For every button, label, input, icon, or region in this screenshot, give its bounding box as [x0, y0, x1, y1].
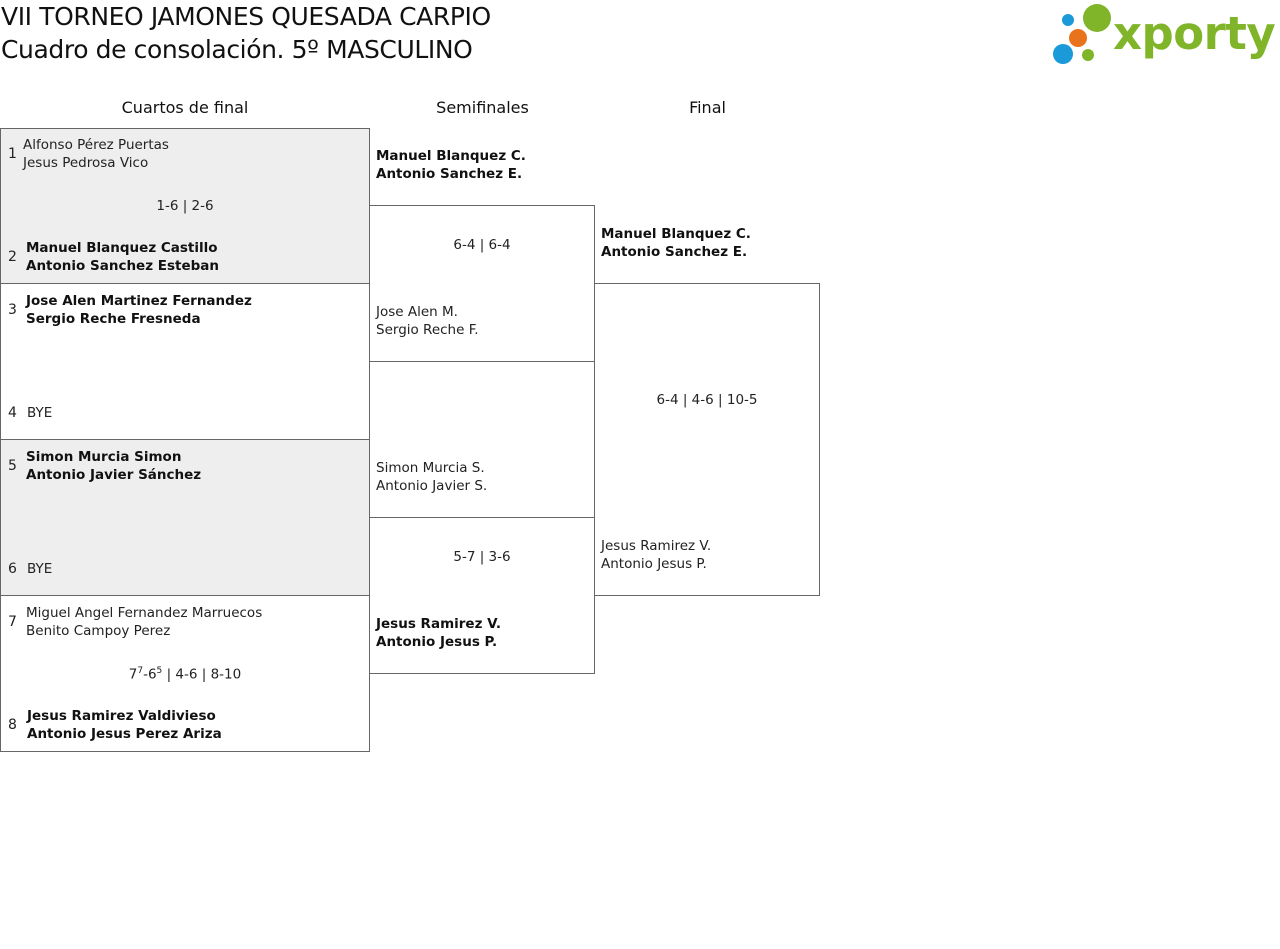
- player-name: Antonio Sanchez Esteban: [26, 258, 220, 274]
- seed-number: 8: [8, 717, 17, 733]
- sf-team-4[interactable]: [376, 615, 501, 651]
- seed-number: 1: [8, 146, 17, 162]
- bye-label: BYE: [27, 405, 53, 421]
- sf-team-3[interactable]: [376, 459, 487, 495]
- player-name: Benito Campoy Perez: [26, 623, 171, 639]
- player-name: Manuel Blanquez C.: [601, 226, 751, 242]
- qf-match-4: [0, 595, 370, 752]
- logo-dots-icon: [1050, 2, 1114, 68]
- player-name: Jose Alen Martinez Fernandez: [26, 293, 252, 309]
- bye-label: BYE: [27, 561, 53, 577]
- player-name: Simon Murcia S.: [376, 460, 485, 476]
- score-part: 7: [128, 666, 138, 683]
- sf-team-1[interactable]: [376, 147, 526, 183]
- round-header-final: Final: [689, 98, 726, 117]
- player-name: Jesus Ramirez Valdivieso: [27, 708, 216, 724]
- logo-wordmark: xporty: [1113, 7, 1276, 60]
- round-header-semifinals: Semifinales: [436, 98, 529, 117]
- qf-team-3[interactable]: [26, 292, 252, 328]
- sf-team-2[interactable]: [376, 303, 479, 339]
- score-part: | 4-6 | 8-10: [162, 666, 242, 683]
- tiebreak-score: 7: [137, 666, 144, 676]
- qf-match-1: [0, 128, 370, 284]
- xporty-logo[interactable]: [1050, 2, 1278, 68]
- player-name: Antonio Jesus Perez Ariza: [27, 726, 222, 742]
- qf-score-4: [1, 666, 369, 683]
- final-team-2[interactable]: [601, 537, 711, 573]
- seed-number: 6: [8, 561, 17, 577]
- score-part: -6: [143, 666, 157, 683]
- seed-number: 5: [8, 458, 17, 474]
- final-team-1[interactable]: [601, 225, 751, 261]
- player-name: Antonio Jesus P.: [376, 634, 498, 650]
- player-name: Manuel Blanquez Castillo: [26, 240, 218, 256]
- player-name: Jesus Pedrosa Vico: [23, 155, 149, 171]
- seed-number: 7: [8, 614, 17, 630]
- player-name: Antonio Sanchez E.: [601, 244, 748, 260]
- player-name: Alfonso Pérez Puertas: [23, 137, 169, 153]
- player-name: Antonio Javier S.: [376, 478, 488, 494]
- qf-team-8[interactable]: [27, 707, 222, 743]
- qf-match-2: [0, 283, 370, 440]
- final-score: 6-4 | 4-6 | 10-5: [656, 392, 758, 408]
- player-name: Jesus Ramirez V.: [376, 616, 501, 632]
- tiebreak-score: 5: [156, 666, 163, 676]
- qf-score-1: 1-6 | 2-6: [156, 198, 214, 214]
- qf-team-5[interactable]: [26, 448, 201, 484]
- seed-number: 3: [8, 302, 17, 318]
- player-name: Simon Murcia Simon: [26, 449, 182, 465]
- player-name: Manuel Blanquez C.: [376, 148, 526, 164]
- qf-team-2[interactable]: [26, 239, 219, 275]
- player-name: Miguel Angel Fernandez Marruecos: [26, 605, 263, 621]
- qf-match-3: [0, 439, 370, 596]
- player-name: Antonio Jesus P.: [601, 556, 707, 572]
- qf-team-6-bye: [27, 560, 52, 578]
- seed-number: 4: [8, 405, 17, 421]
- player-name: Jesus Ramirez V.: [601, 538, 712, 554]
- player-name: Antonio Sanchez E.: [376, 166, 523, 182]
- tournament-title: VII TORNEO JAMONES QUESADA CARPIO: [1, 2, 491, 31]
- seed-number: 2: [8, 249, 17, 265]
- player-name: Sergio Reche Fresneda: [26, 311, 201, 327]
- player-name: Antonio Javier Sánchez: [26, 467, 202, 483]
- qf-team-7[interactable]: [26, 604, 262, 640]
- qf-team-4-bye: [27, 404, 52, 422]
- sf-score-1: 6-4 | 6-4: [453, 237, 511, 253]
- draw-subtitle: Cuadro de consolación. 5º MASCULINO: [1, 35, 473, 64]
- sf-score-2: 5-7 | 3-6: [453, 549, 511, 565]
- player-name: Jose Alen M.: [376, 304, 458, 320]
- player-name: Sergio Reche F.: [376, 322, 479, 338]
- round-header-quarterfinals: Cuartos de final: [121, 98, 249, 117]
- qf-team-1[interactable]: [23, 136, 169, 172]
